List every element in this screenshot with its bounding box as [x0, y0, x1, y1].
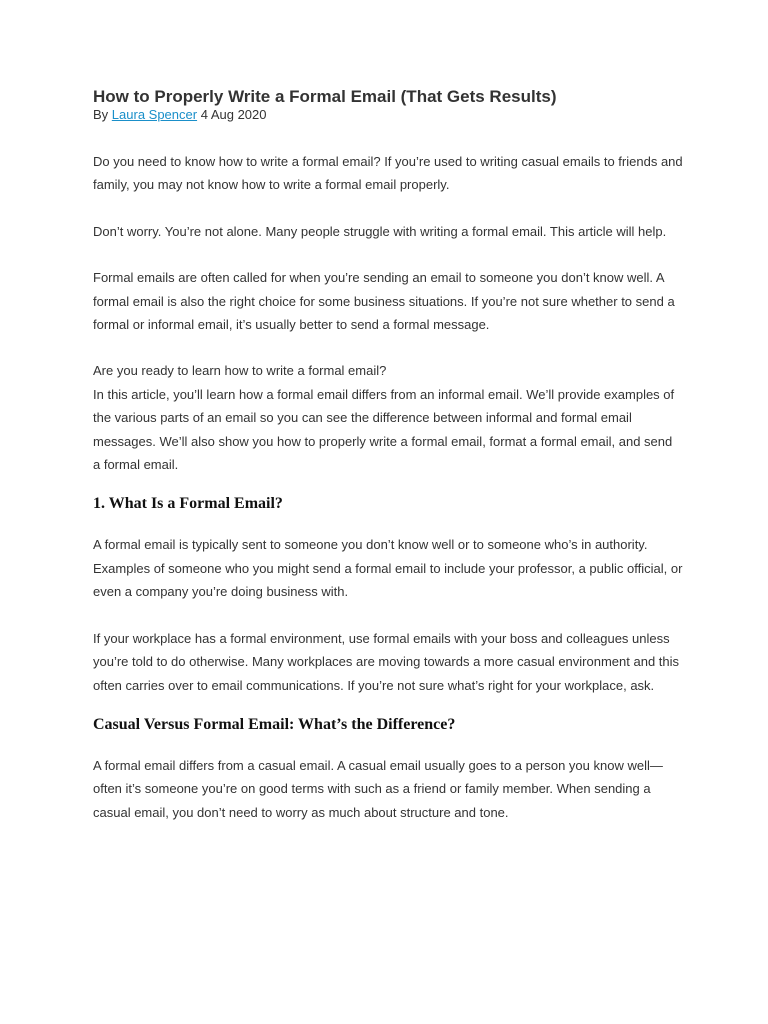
- article: [93, 86, 683, 824]
- section-heading-casual-vs-formal: Casual Versus Formal Email: What’s the Difference?: [93, 715, 456, 733]
- paragraph-intro-2: Don’t worry. You’re not alone. Many people struggle with writing a formal email. This article will help.: [93, 223, 667, 239]
- publish-date: 4 Aug 2020: [200, 107, 267, 122]
- article-title: How to Properly Write a Formal Email (That Gets Results): [93, 87, 557, 106]
- section1-paragraph-2: If your workplace has a formal environment, use formal emails with your boss and colleagues unless you’re told to do otherwise. Many workplaces are moving towards a more casual environment and this often carries over to email communications. If you’re not sure what’s right for your workplace, ask.: [93, 630, 680, 693]
- paragraph-intro-5: In this article, you’ll learn how a formal email differs from an informal email. We’ll provide examples of the various parts of an email so you can see the difference between informal and formal email messages. We’ll also show you how to properly write a formal email, format a formal email, and send a formal email.: [93, 386, 675, 473]
- author-link[interactable]: Laura Spencer: [111, 107, 198, 122]
- section2-paragraph-1: A formal email differs from a casual email. A casual email usually goes to a person you know well—often it’s someone you’re on good terms with such as a friend or family member. When sending a casual email, you don’t need to worry as much about structure and tone.: [93, 757, 663, 820]
- paragraph-intro-1: Do you need to know how to write a formal email? If you’re used to writing casual emails to friends and family, you may not know how to write a formal email properly.: [93, 154, 683, 193]
- paragraph-intro-3: Formal emails are often called for when you’re sending an email to someone you don’t know well. A formal email is also the right choice for some business situations. If you’re not sure whether to send a formal or informal email, it’s usually better to send a formal message.: [93, 270, 675, 333]
- byline: [93, 107, 683, 123]
- section-heading-what-is: 1. What Is a Formal Email?: [93, 495, 283, 513]
- paragraph-intro-4: Are you ready to learn how to write a formal email?: [93, 363, 387, 379]
- section1-paragraph-1: A formal email is typically sent to someone you don’t know well or to someone who’s in authority. Examples of someone who you might send a formal email to include your professor, a public official, or even a company you’re doing business with.: [93, 537, 683, 600]
- byline-prefix: By: [93, 107, 109, 122]
